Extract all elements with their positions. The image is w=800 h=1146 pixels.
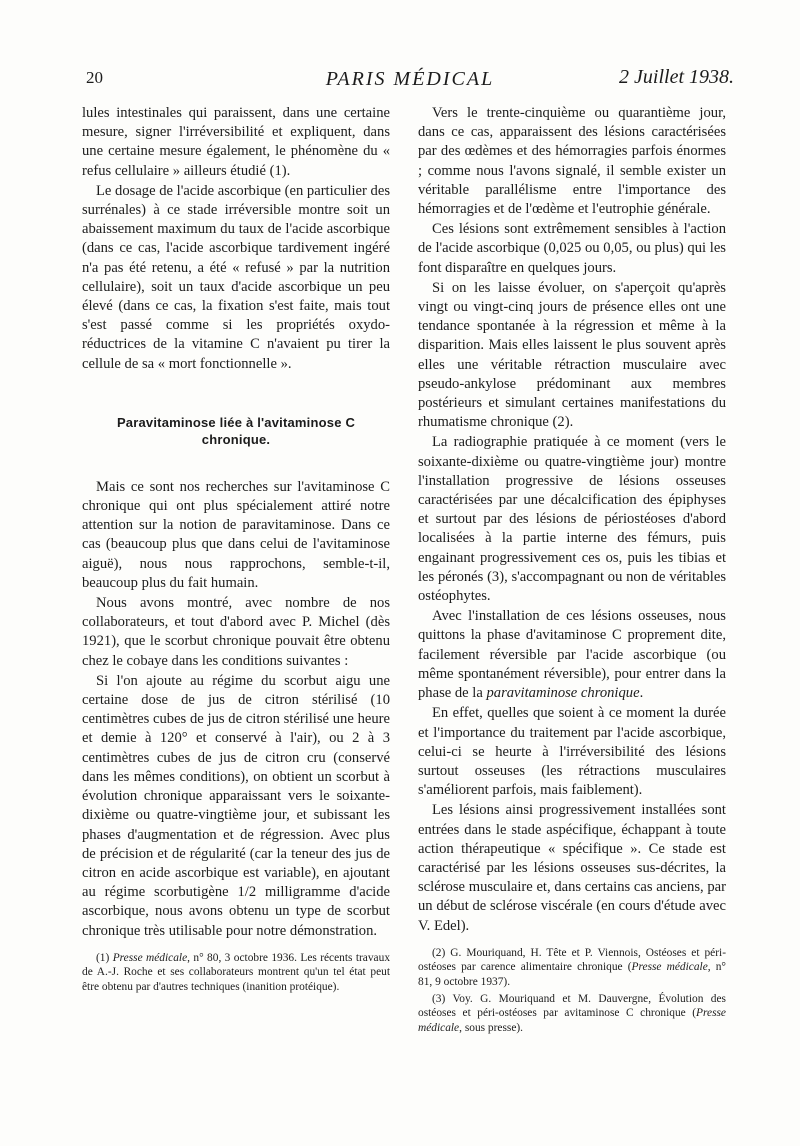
footnote: (1) Presse médicale, n° 80, 3 octobre 1936. Les récents travaux de A.-J. Roche et ses collaborateurs montrent qu'un tel état peut être obtenu par d'autres techniques (inanition protéique). <box>82 951 391 993</box>
issue-date: 2 Juillet 1938. <box>619 66 734 88</box>
left-column <box>82 104 390 995</box>
page-number: 20 <box>86 68 103 87</box>
paragraph: lules intestinales qui paraissent, dans une certaine mesure, signer l'irréversibilité et expliquent, dans une certaine mesure également, le phénomène du « refus cellulaire » ailleurs étudié (1). <box>82 105 390 179</box>
footnote: (3) Voy. G. Mouriquand et M. Dauvergne, Évolution des ostéoses et péri-ostéoses par avitaminose C chronique (Presse médicale, sous presse). <box>418 992 726 1034</box>
page-header <box>86 68 734 98</box>
footnote: (2) G. Mouriquand, H. Tête et P. Viennois, Ostéoses et péri-ostéoses par carence alimentaire chronique (Presse médicale, n° 81, 9 octobre 1937). <box>418 946 726 988</box>
right-column <box>418 104 726 1035</box>
paragraph: Vers le trente-cinquième ou quarantième jour, dans ce cas, apparaissent des lésions caractérisées par des œdèmes et des hémorragies parfois énormes ; comme nous l'avons signalé, il semble exister un véritable parallélisme entre l'importance des hémorragies et de l'œdème et l'eutrophie générale. <box>418 105 726 218</box>
paragraph: Les lésions ainsi progressivement installées sont entrées dans le stade aspécifique, échappant à toute action thérapeutique « spécifique ». Ce stade est caractérisé par les lésions osseuses sus-décrites, la sclérose musculaire et, dans certains cas anciens, par un début de sclérose viscérale (en cours d'étude avec V. Edel). <box>418 802 726 934</box>
paragraph: Avec l'installation de ces lésions osseuses, nous quittons la phase d'avitaminose C proprement dite, facilement réversible par l'acide ascorbique (ou même spontanément réversible), pour entrer dans la phase de la paravitaminose chronique. <box>418 608 726 702</box>
paragraph: La radiographie pratiquée à ce moment (vers le soixante-dixième ou quatre-vingtième jour) montre l'installation progressive de lésions osseuses caractérisées par une décalcification des épiphyses et surtout par des lésions de périostéoses d'abord localisées à la partie interne des fémurs, puis engainant progressivement ces os, puis les tibias et les péronés (3), s'accompagnant ou non de véritables ostéophytes. <box>418 434 726 605</box>
section-heading: Paravitaminose liée à l'avitaminose C chronique. <box>116 414 356 447</box>
journal-title: PARIS MÉDICAL <box>325 68 495 90</box>
paragraph: Mais ce sont nos recherches sur l'avitaminose C chronique qui ont plus spécialement attiré notre attention sur la notion de paravitaminose. Dans ce cas (beaucoup plus que dans celui de l'avitaminose aiguë), nous nous rapprochons, semble-t-il, beaucoup plus du fait humain. <box>82 478 390 591</box>
paragraph: En effet, quelles que soient à ce moment la durée et l'importance du traitement par l'acide ascorbique, celui-ci se heurte à l'irréversibilité des lésions surtout osseuses (les rétractions musculaires s'améliorent parfois, mais faiblement). <box>418 705 726 799</box>
paragraph: Si on les laisse évoluer, on s'aperçoit qu'après vingt ou vingt-cinq jours de présence elles ont une tendance spontanée à la régression et même à la disparition. Mais elles laissent le plus souvent après elles une véritable rétraction musculaire avec pseudo-ankylose prédominant aux membres postérieurs et simulant certaines manifestations du rhumatisme chronique (2). <box>418 279 726 431</box>
paragraph: Le dosage de l'acide ascorbique (en particulier des surrénales) à ce stade irréversible montre soit un abaissement maximum du taux de l'acide ascorbique (dans ce cas, l'acide ascorbique tardivement ingéré n'a pas été retenu, a été « refusé » par la nutrition cellulaire), soit un taux d'acide ascorbique un peu élevé (dans ce cas, la fixation s'est faite, mais tout s'est passé comme si les propriétés oxydo-réductrices de la vitamine C n'avaient pu tirer la cellule de sa « mort fonctionnelle ». <box>82 182 390 372</box>
paragraph: Nous avons montré, avec nombre de nos collaborateurs, et tout d'abord avec P. Michel (dès 1921), que le scorbut chronique pouvait être obtenu chez le cobaye dans les conditions suivantes : <box>82 595 390 669</box>
paragraph: Ces lésions sont extrêmement sensibles à l'action de l'acide ascorbique (0,025 ou 0,05, ou plus) qui les font disparaître en quelques jours. <box>418 221 726 276</box>
paragraph: Si l'on ajoute au régime du scorbut aigu une certaine dose de jus de citron stérilisé (10 centimètres cubes de jus de citron stérilisé une heure et demie à 120° et conservé à l'air), ou 2 à 3 centimètres cubes de jus de citron cru (conservé dans les mêmes conditions), on obtient un scorbut à évolution chronique apparaissant vers le soixante-dixième ou quatre-vingtième jour, et subissant les phases d'augmentation et de régression. Avec plus de précision et de régularité (car la teneur des jus de citron en acide ascorbique est variable), en ajoutant au régime scorbutigène 1/2 milligramme d'acide ascorbique, nous avons obtenu un type de scorbut chronique très utilisable pour notre démonstration. <box>82 672 390 939</box>
